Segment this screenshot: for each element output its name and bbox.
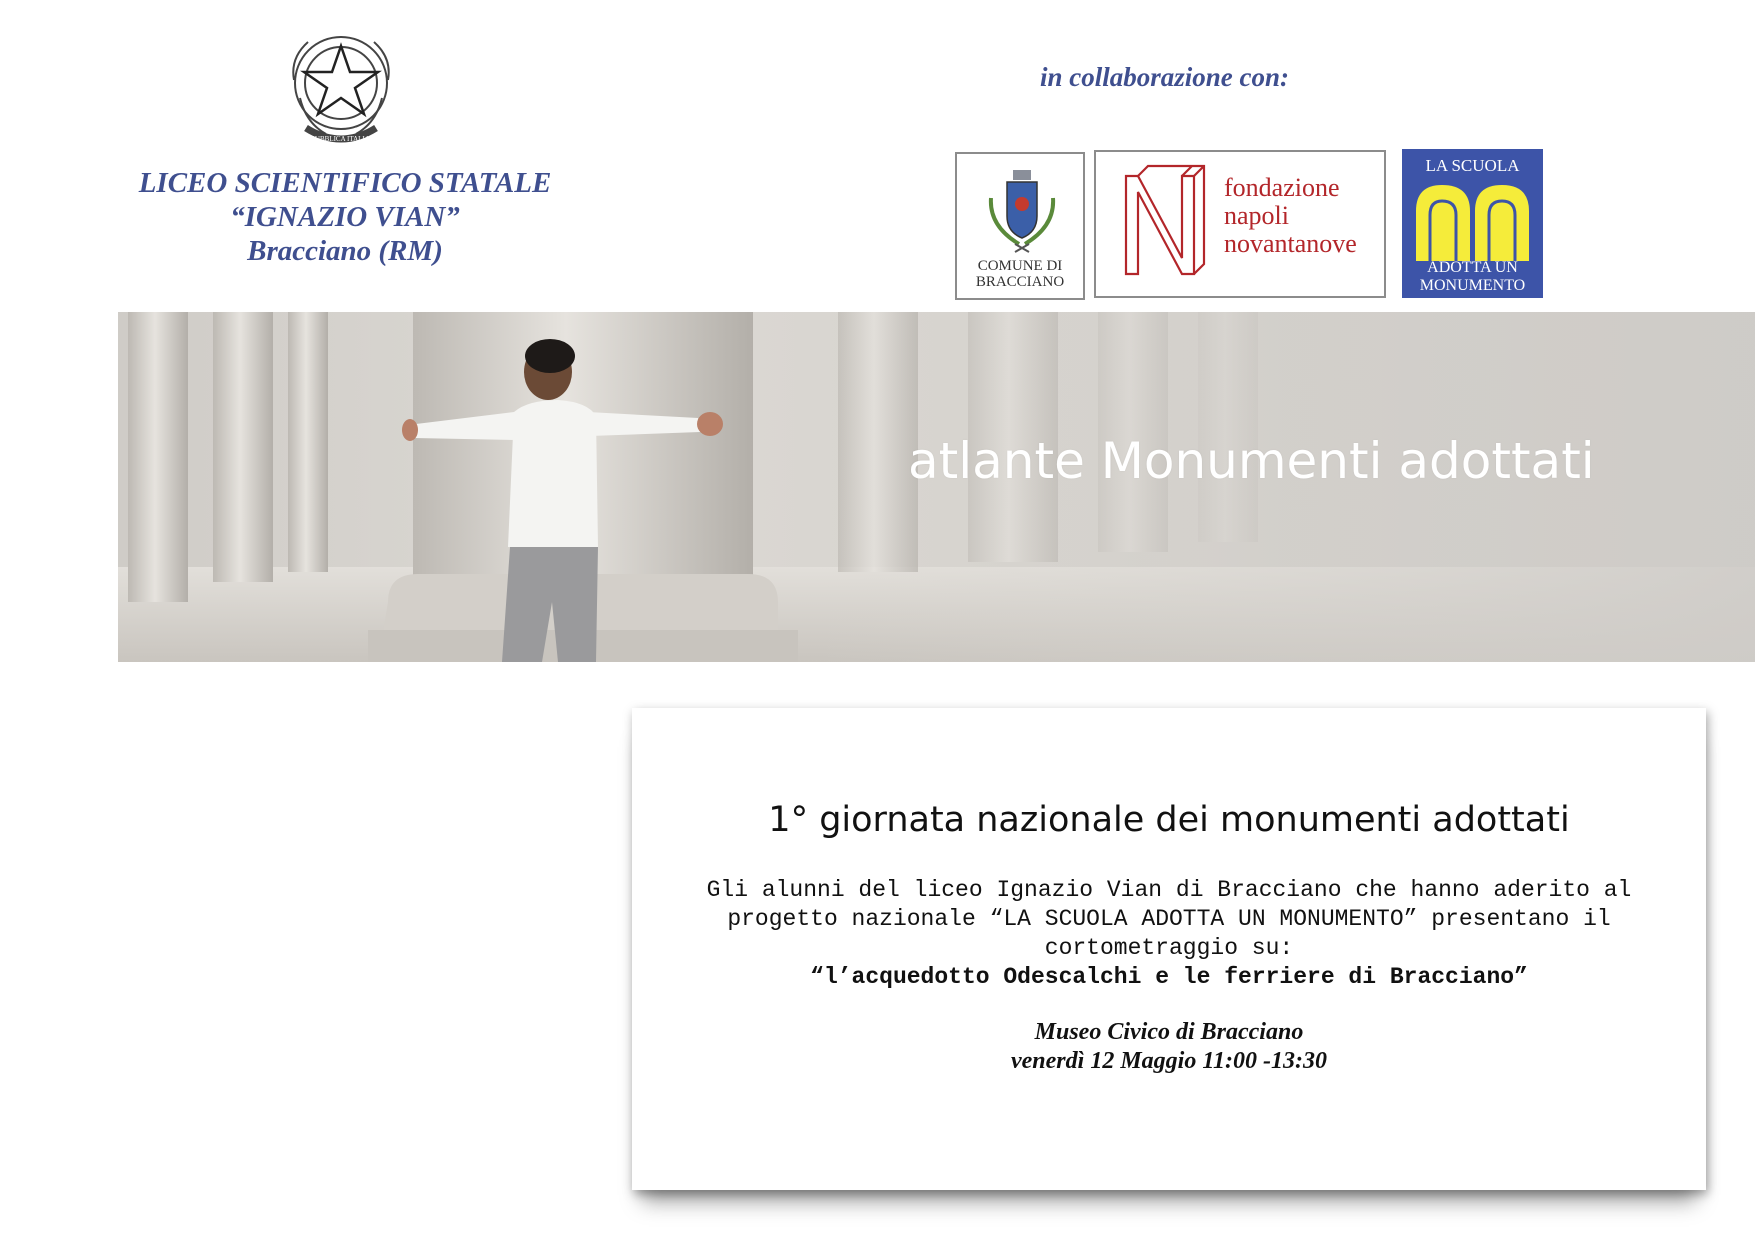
school-line-3: Bracciano (RM) xyxy=(247,235,443,267)
scuola-line-2: MONUMENTO xyxy=(1419,277,1526,294)
film-title: “l’acquedotto Odescalchi e le ferriere di Bracciano” xyxy=(810,964,1528,990)
school-line-2: “IGNAZIO VIAN” xyxy=(230,201,460,233)
event-title: 1° giornata nazionale dei monumenti adottati xyxy=(768,800,1570,840)
hero-banner xyxy=(118,312,1755,662)
event-venue xyxy=(632,1018,1706,1076)
description-line-2: progetto nazionale “LA SCUOLA ADOTTA UN MONUMENTO” presentano il xyxy=(727,906,1611,932)
atlante-brand: atlante Monumenti adottati xyxy=(908,432,1595,490)
la-scuola-adotta-logo xyxy=(1402,149,1543,298)
double-arch-icon xyxy=(1412,181,1533,263)
fondazione-line-3: novantanove xyxy=(1224,229,1357,258)
comune-line-1: COMUNE DI xyxy=(977,258,1063,274)
comune-line-2: BRACCIANO xyxy=(975,274,1065,290)
description-line-3: cortometraggio su: xyxy=(1044,935,1294,961)
n-monogram-icon xyxy=(1122,162,1206,286)
emblem-caption: REPUBBLICA ITALIANA xyxy=(302,135,380,143)
venue-name: Museo Civico di Bracciano xyxy=(1034,1019,1304,1045)
scuola-top-label: LA SCUOLA xyxy=(1425,156,1520,175)
event-card xyxy=(632,708,1706,1190)
school-name xyxy=(100,166,590,268)
event-datetime: venerdì 12 Maggio 11:00 -13:30 xyxy=(1011,1048,1327,1074)
fondazione-napoli-novantanove-logo xyxy=(1094,150,1386,298)
event-description xyxy=(632,876,1706,992)
school-line-1: LICEO SCIENTIFICO STATALE xyxy=(138,167,552,199)
description-line-1: Gli alunni del liceo Ignazio Vian di Bracciano che hanno aderito al xyxy=(706,877,1632,903)
repubblica-italiana-emblem-icon xyxy=(286,28,396,146)
comune-crest-icon xyxy=(985,168,1059,254)
comune-bracciano-logo xyxy=(955,152,1085,300)
fondazione-line-2: napoli xyxy=(1224,201,1289,230)
scuola-line-1: ADOTTA UN xyxy=(1427,259,1518,276)
fondazione-line-1: fondazione xyxy=(1224,173,1340,202)
collaboration-label: in collaborazione con: xyxy=(1040,62,1290,92)
